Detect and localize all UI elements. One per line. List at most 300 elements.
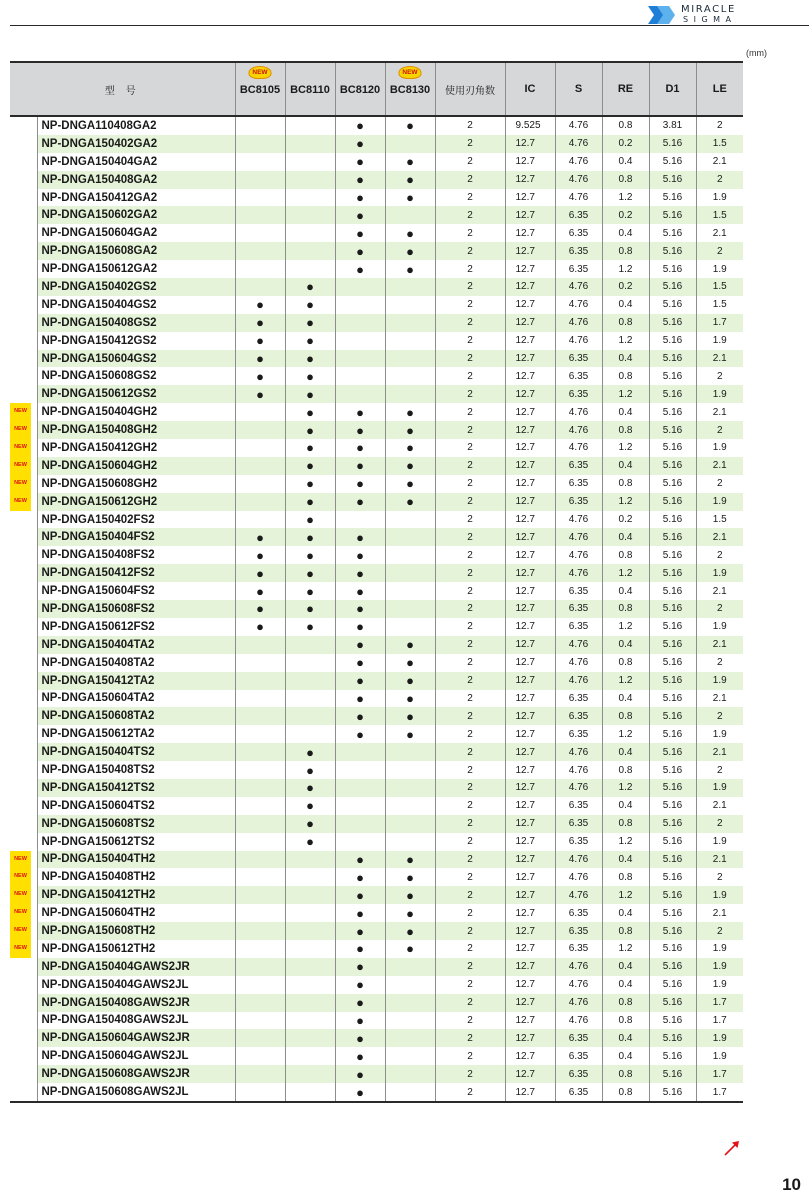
cell-s: 4.76 xyxy=(555,761,602,779)
cell-re: 0.8 xyxy=(602,761,649,779)
cell-re: 0.4 xyxy=(602,976,649,994)
new-tag-cell xyxy=(10,582,37,600)
table-row xyxy=(10,153,743,171)
cell-le: 1.9 xyxy=(696,779,743,797)
new-tag-cell xyxy=(10,672,37,690)
cell-model: NP-DNGA150404TA2 xyxy=(37,636,235,654)
cell-bc8105 xyxy=(235,868,285,886)
cell-ic: 12.7 xyxy=(505,922,555,940)
cell-s: 6.35 xyxy=(555,242,602,260)
cell-d1: 5.16 xyxy=(649,1029,696,1047)
cell-bc8130: ● xyxy=(385,851,435,869)
col-header-le: LE xyxy=(696,62,743,116)
cell-d1: 5.16 xyxy=(649,206,696,224)
table-row xyxy=(10,833,743,851)
cell-d1: 5.16 xyxy=(649,1047,696,1065)
cell-d1: 5.16 xyxy=(649,600,696,618)
cell-le: 1.9 xyxy=(696,940,743,958)
new-tag: NEW xyxy=(10,886,31,904)
table-row xyxy=(10,564,743,582)
cell-ic: 12.7 xyxy=(505,171,555,189)
table-row xyxy=(10,815,743,833)
cell-bc8110 xyxy=(285,851,335,869)
col-header-bc8110-label: BC8110 xyxy=(290,84,330,96)
cell-bc8105 xyxy=(235,224,285,242)
table-row xyxy=(10,582,743,600)
cell-bc8105 xyxy=(235,421,285,439)
cell-d1: 5.16 xyxy=(649,493,696,511)
new-tag-cell xyxy=(10,367,37,385)
cell-edges: 2 xyxy=(435,976,505,994)
cell-bc8110 xyxy=(285,189,335,207)
cell-ic: 12.7 xyxy=(505,475,555,493)
cell-bc8120: ● xyxy=(335,725,385,743)
cell-bc8105 xyxy=(235,797,285,815)
cell-model: NP-DNGA150412TS2 xyxy=(37,779,235,797)
cell-s: 6.35 xyxy=(555,457,602,475)
cell-ic: 12.7 xyxy=(505,1083,555,1102)
cell-model: NP-DNGA150608GH2 xyxy=(37,475,235,493)
cell-model: NP-DNGA150608GS2 xyxy=(37,367,235,385)
new-tag: NEW xyxy=(10,940,31,958)
table-row xyxy=(10,797,743,815)
cell-ic: 12.7 xyxy=(505,779,555,797)
cell-re: 1.2 xyxy=(602,439,649,457)
cell-model: NP-DNGA150408GA2 xyxy=(37,171,235,189)
new-tag-cell xyxy=(10,707,37,725)
cell-le: 1.9 xyxy=(696,260,743,278)
new-tag-cell xyxy=(10,224,37,242)
cell-bc8110 xyxy=(285,654,335,672)
cell-bc8105: ● xyxy=(235,582,285,600)
cell-model: NP-DNGA150604GA2 xyxy=(37,224,235,242)
cell-re: 1.2 xyxy=(602,564,649,582)
col-header-d1: D1 xyxy=(649,62,696,116)
cell-model: NP-DNGA150404TH2 xyxy=(37,851,235,869)
cell-bc8120: ● xyxy=(335,153,385,171)
cell-ic: 12.7 xyxy=(505,528,555,546)
cell-bc8130: ● xyxy=(385,457,435,475)
cell-bc8130 xyxy=(385,564,435,582)
cell-edges: 2 xyxy=(435,350,505,368)
cell-ic: 12.7 xyxy=(505,886,555,904)
cell-bc8105 xyxy=(235,636,285,654)
cell-model: NP-DNGA150612GA2 xyxy=(37,260,235,278)
cell-bc8110: ● xyxy=(285,332,335,350)
cell-re: 0.4 xyxy=(602,224,649,242)
cell-le: 2.1 xyxy=(696,457,743,475)
cell-s: 6.35 xyxy=(555,350,602,368)
new-tag-cell xyxy=(10,171,37,189)
cell-ic: 12.7 xyxy=(505,457,555,475)
cell-s: 4.76 xyxy=(555,171,602,189)
cell-bc8110 xyxy=(285,224,335,242)
cell-ic: 12.7 xyxy=(505,833,555,851)
cell-bc8105 xyxy=(235,171,285,189)
cell-s: 4.76 xyxy=(555,868,602,886)
cell-ic: 12.7 xyxy=(505,385,555,403)
cell-bc8110: ● xyxy=(285,779,335,797)
cell-bc8130 xyxy=(385,511,435,529)
cell-edges: 2 xyxy=(435,958,505,976)
table-row xyxy=(10,743,743,761)
cell-model: NP-DNGA150404GAWS2JL xyxy=(37,976,235,994)
cell-d1: 5.16 xyxy=(649,1065,696,1083)
cell-bc8120: ● xyxy=(335,1047,385,1065)
new-tag-cell xyxy=(10,1029,37,1047)
table-row xyxy=(10,206,743,224)
cell-bc8120: ● xyxy=(335,707,385,725)
new-tag-cell xyxy=(10,332,37,350)
cell-le: 2 xyxy=(696,242,743,260)
cell-bc8130: ● xyxy=(385,421,435,439)
cell-bc8110 xyxy=(285,1029,335,1047)
cell-s: 6.35 xyxy=(555,618,602,636)
table-row xyxy=(10,976,743,994)
cell-le: 2 xyxy=(696,707,743,725)
cell-edges: 2 xyxy=(435,171,505,189)
cell-model: NP-DNGA150604GS2 xyxy=(37,350,235,368)
cell-edges: 2 xyxy=(435,403,505,421)
cell-bc8130: ● xyxy=(385,636,435,654)
cell-d1: 5.16 xyxy=(649,189,696,207)
cell-s: 4.76 xyxy=(555,546,602,564)
cell-bc8130 xyxy=(385,135,435,153)
table-row xyxy=(10,1047,743,1065)
cell-le: 1.9 xyxy=(696,672,743,690)
col-header-bc8130 xyxy=(385,62,435,116)
new-tag: NEW xyxy=(10,868,31,886)
cell-bc8120: ● xyxy=(335,636,385,654)
table-row xyxy=(10,314,743,332)
cell-bc8120: ● xyxy=(335,189,385,207)
cell-bc8130: ● xyxy=(385,868,435,886)
new-tag: NEW xyxy=(10,851,31,869)
cell-re: 0.4 xyxy=(602,457,649,475)
cell-edges: 2 xyxy=(435,135,505,153)
cell-le: 1.9 xyxy=(696,439,743,457)
cell-bc8105 xyxy=(235,475,285,493)
table-row xyxy=(10,1029,743,1047)
cell-bc8110 xyxy=(285,976,335,994)
new-badge-icon: NEW xyxy=(399,66,422,79)
cell-bc8105 xyxy=(235,493,285,511)
cell-bc8110 xyxy=(285,994,335,1012)
cell-edges: 2 xyxy=(435,868,505,886)
cell-bc8120: ● xyxy=(335,475,385,493)
cell-bc8130: ● xyxy=(385,922,435,940)
cell-ic: 12.7 xyxy=(505,332,555,350)
cell-bc8120: ● xyxy=(335,886,385,904)
table-row xyxy=(10,618,743,636)
cell-edges: 2 xyxy=(435,367,505,385)
cell-bc8120: ● xyxy=(335,1065,385,1083)
table-row xyxy=(10,636,743,654)
cell-bc8120: ● xyxy=(335,564,385,582)
cell-bc8110: ● xyxy=(285,815,335,833)
cell-ic: 12.7 xyxy=(505,1012,555,1030)
cell-bc8120 xyxy=(335,511,385,529)
cell-le: 1.9 xyxy=(696,976,743,994)
cell-s: 4.76 xyxy=(555,189,602,207)
cell-bc8120: ● xyxy=(335,600,385,618)
cell-le: 1.7 xyxy=(696,994,743,1012)
cell-s: 4.76 xyxy=(555,958,602,976)
cell-d1: 5.16 xyxy=(649,332,696,350)
col-header-bc8105 xyxy=(235,62,285,116)
cell-ic: 12.7 xyxy=(505,350,555,368)
cell-bc8105 xyxy=(235,153,285,171)
cell-edges: 2 xyxy=(435,922,505,940)
cell-bc8105 xyxy=(235,206,285,224)
cell-d1: 5.16 xyxy=(649,457,696,475)
cell-le: 1.5 xyxy=(696,206,743,224)
cell-bc8130: ● xyxy=(385,886,435,904)
cell-le: 1.7 xyxy=(696,1083,743,1102)
table-header-row xyxy=(10,62,743,116)
new-tag-cell xyxy=(10,958,37,976)
cell-d1: 5.16 xyxy=(649,779,696,797)
cell-d1: 5.16 xyxy=(649,815,696,833)
table-row xyxy=(10,546,743,564)
cell-d1: 5.16 xyxy=(649,242,696,260)
cell-d1: 5.16 xyxy=(649,958,696,976)
cell-s: 4.76 xyxy=(555,511,602,529)
continue-arrow-icon xyxy=(722,1138,742,1158)
cell-bc8110 xyxy=(285,116,335,135)
cell-le: 2.1 xyxy=(696,582,743,600)
cell-d1: 3.81 xyxy=(649,116,696,135)
cell-s: 6.35 xyxy=(555,582,602,600)
cell-edges: 2 xyxy=(435,886,505,904)
cell-le: 2.1 xyxy=(696,797,743,815)
cell-edges: 2 xyxy=(435,815,505,833)
cell-ic: 12.7 xyxy=(505,439,555,457)
cell-bc8110: ● xyxy=(285,743,335,761)
cell-edges: 2 xyxy=(435,1083,505,1102)
cell-bc8105: ● xyxy=(235,528,285,546)
cell-s: 4.76 xyxy=(555,743,602,761)
cell-bc8105: ● xyxy=(235,296,285,314)
new-tag-cell xyxy=(10,278,37,296)
cell-bc8105 xyxy=(235,1047,285,1065)
cell-ic: 12.7 xyxy=(505,206,555,224)
cell-model: NP-DNGA150404GAWS2JR xyxy=(37,958,235,976)
cell-s: 4.76 xyxy=(555,636,602,654)
cell-bc8110 xyxy=(285,1047,335,1065)
cell-model: NP-DNGA150412GS2 xyxy=(37,332,235,350)
new-tag: NEW xyxy=(10,904,31,922)
cell-le: 2 xyxy=(696,922,743,940)
cell-s: 6.35 xyxy=(555,1029,602,1047)
cell-s: 4.76 xyxy=(555,528,602,546)
cell-re: 0.4 xyxy=(602,1029,649,1047)
cell-le: 2.1 xyxy=(696,224,743,242)
cell-edges: 2 xyxy=(435,1047,505,1065)
col-header-re: RE xyxy=(602,62,649,116)
new-tag-cell xyxy=(10,725,37,743)
cell-ic: 12.7 xyxy=(505,564,555,582)
cell-bc8105 xyxy=(235,743,285,761)
cell-ic: 12.7 xyxy=(505,260,555,278)
cell-ic: 12.7 xyxy=(505,189,555,207)
cell-ic: 12.7 xyxy=(505,546,555,564)
cell-d1: 5.16 xyxy=(649,886,696,904)
cell-bc8110: ● xyxy=(285,296,335,314)
cell-le: 2 xyxy=(696,421,743,439)
cell-edges: 2 xyxy=(435,672,505,690)
cell-re: 0.8 xyxy=(602,421,649,439)
cell-model: NP-DNGA150408TH2 xyxy=(37,868,235,886)
cell-ic: 12.7 xyxy=(505,1065,555,1083)
cell-re: 0.2 xyxy=(602,135,649,153)
cell-bc8110 xyxy=(285,904,335,922)
cell-le: 1.5 xyxy=(696,296,743,314)
cell-bc8130: ● xyxy=(385,171,435,189)
cell-ic: 12.7 xyxy=(505,636,555,654)
new-tag-cell xyxy=(10,636,37,654)
cell-bc8120: ● xyxy=(335,403,385,421)
table-row xyxy=(10,278,743,296)
cell-s: 4.76 xyxy=(555,135,602,153)
cell-d1: 5.16 xyxy=(649,1083,696,1102)
cell-le: 2.1 xyxy=(696,153,743,171)
cell-le: 1.9 xyxy=(696,1047,743,1065)
cell-re: 0.8 xyxy=(602,1083,649,1102)
cell-ic: 12.7 xyxy=(505,135,555,153)
cell-d1: 5.16 xyxy=(649,260,696,278)
table-row xyxy=(10,385,743,403)
cell-bc8130: ● xyxy=(385,672,435,690)
cell-bc8110 xyxy=(285,922,335,940)
cell-d1: 5.16 xyxy=(649,403,696,421)
cell-bc8130 xyxy=(385,833,435,851)
cell-re: 0.4 xyxy=(602,636,649,654)
cell-model: NP-DNGA150608TH2 xyxy=(37,922,235,940)
cell-model: NP-DNGA150402GA2 xyxy=(37,135,235,153)
cell-bc8110: ● xyxy=(285,564,335,582)
new-tag: NEW xyxy=(10,493,31,511)
cell-bc8130: ● xyxy=(385,439,435,457)
cell-d1: 5.16 xyxy=(649,153,696,171)
cell-s: 4.76 xyxy=(555,403,602,421)
cell-s: 6.35 xyxy=(555,690,602,708)
cell-d1: 5.16 xyxy=(649,582,696,600)
new-tag-cell xyxy=(10,600,37,618)
cell-edges: 2 xyxy=(435,528,505,546)
cell-model: NP-DNGA150604TS2 xyxy=(37,797,235,815)
cell-d1: 5.16 xyxy=(649,690,696,708)
cell-bc8105 xyxy=(235,690,285,708)
cell-re: 0.8 xyxy=(602,868,649,886)
cell-d1: 5.16 xyxy=(649,922,696,940)
cell-ic: 12.7 xyxy=(505,421,555,439)
table-body xyxy=(10,116,743,1102)
cell-le: 2 xyxy=(696,171,743,189)
cell-ic: 12.7 xyxy=(505,761,555,779)
cell-edges: 2 xyxy=(435,636,505,654)
new-tag-cell xyxy=(10,779,37,797)
cell-ic: 12.7 xyxy=(505,153,555,171)
cell-edges: 2 xyxy=(435,994,505,1012)
cell-model: NP-DNGA150402GS2 xyxy=(37,278,235,296)
new-tag-cell xyxy=(10,690,37,708)
cell-d1: 5.16 xyxy=(649,797,696,815)
cell-s: 6.35 xyxy=(555,922,602,940)
cell-le: 2 xyxy=(696,116,743,135)
col-header-model: 型 号 xyxy=(10,62,235,116)
cell-bc8120 xyxy=(335,296,385,314)
new-tag-cell xyxy=(10,350,37,368)
cell-bc8105 xyxy=(235,403,285,421)
cell-bc8110: ● xyxy=(285,439,335,457)
cell-re: 1.2 xyxy=(602,833,649,851)
new-tag-cell xyxy=(10,314,37,332)
cell-ic: 12.7 xyxy=(505,511,555,529)
cell-bc8105 xyxy=(235,116,285,135)
cell-bc8130: ● xyxy=(385,403,435,421)
cell-bc8110 xyxy=(285,672,335,690)
cell-d1: 5.16 xyxy=(649,278,696,296)
cell-bc8105 xyxy=(235,260,285,278)
cell-bc8110: ● xyxy=(285,511,335,529)
cell-le: 2.1 xyxy=(696,636,743,654)
cell-s: 4.76 xyxy=(555,654,602,672)
cell-bc8120: ● xyxy=(335,546,385,564)
logo-line2: SIGMA xyxy=(683,15,737,24)
cell-s: 4.76 xyxy=(555,886,602,904)
cell-bc8120 xyxy=(335,385,385,403)
table-row xyxy=(10,260,743,278)
table-row xyxy=(10,940,743,958)
cell-s: 4.76 xyxy=(555,672,602,690)
cell-s: 6.35 xyxy=(555,940,602,958)
cell-s: 6.35 xyxy=(555,206,602,224)
cell-s: 4.76 xyxy=(555,994,602,1012)
cell-edges: 2 xyxy=(435,206,505,224)
cell-re: 0.4 xyxy=(602,958,649,976)
cell-le: 2.1 xyxy=(696,403,743,421)
cell-edges: 2 xyxy=(435,1012,505,1030)
new-tag-cell xyxy=(10,1083,37,1102)
cell-edges: 2 xyxy=(435,904,505,922)
cell-bc8130 xyxy=(385,976,435,994)
cell-le: 2.1 xyxy=(696,904,743,922)
cell-bc8110: ● xyxy=(285,421,335,439)
cell-re: 0.8 xyxy=(602,314,649,332)
cell-bc8105: ● xyxy=(235,314,285,332)
cell-model: NP-DNGA150404GH2 xyxy=(37,403,235,421)
cell-bc8120: ● xyxy=(335,493,385,511)
miracle-sigma-logo xyxy=(648,4,798,26)
cell-d1: 5.16 xyxy=(649,439,696,457)
cell-d1: 5.16 xyxy=(649,940,696,958)
cell-bc8120 xyxy=(335,797,385,815)
cell-bc8110: ● xyxy=(285,350,335,368)
new-tag-cell xyxy=(10,116,37,135)
cell-ic: 12.7 xyxy=(505,618,555,636)
cell-edges: 2 xyxy=(435,511,505,529)
cell-bc8110: ● xyxy=(285,367,335,385)
cell-s: 6.35 xyxy=(555,904,602,922)
new-tag-cell xyxy=(10,135,37,153)
cell-bc8130 xyxy=(385,385,435,403)
col-header-bc8130-label: BC8130 xyxy=(389,84,431,96)
new-tag-cell xyxy=(10,528,37,546)
cell-ic: 12.7 xyxy=(505,976,555,994)
cell-bc8130 xyxy=(385,994,435,1012)
cell-bc8110: ● xyxy=(285,528,335,546)
